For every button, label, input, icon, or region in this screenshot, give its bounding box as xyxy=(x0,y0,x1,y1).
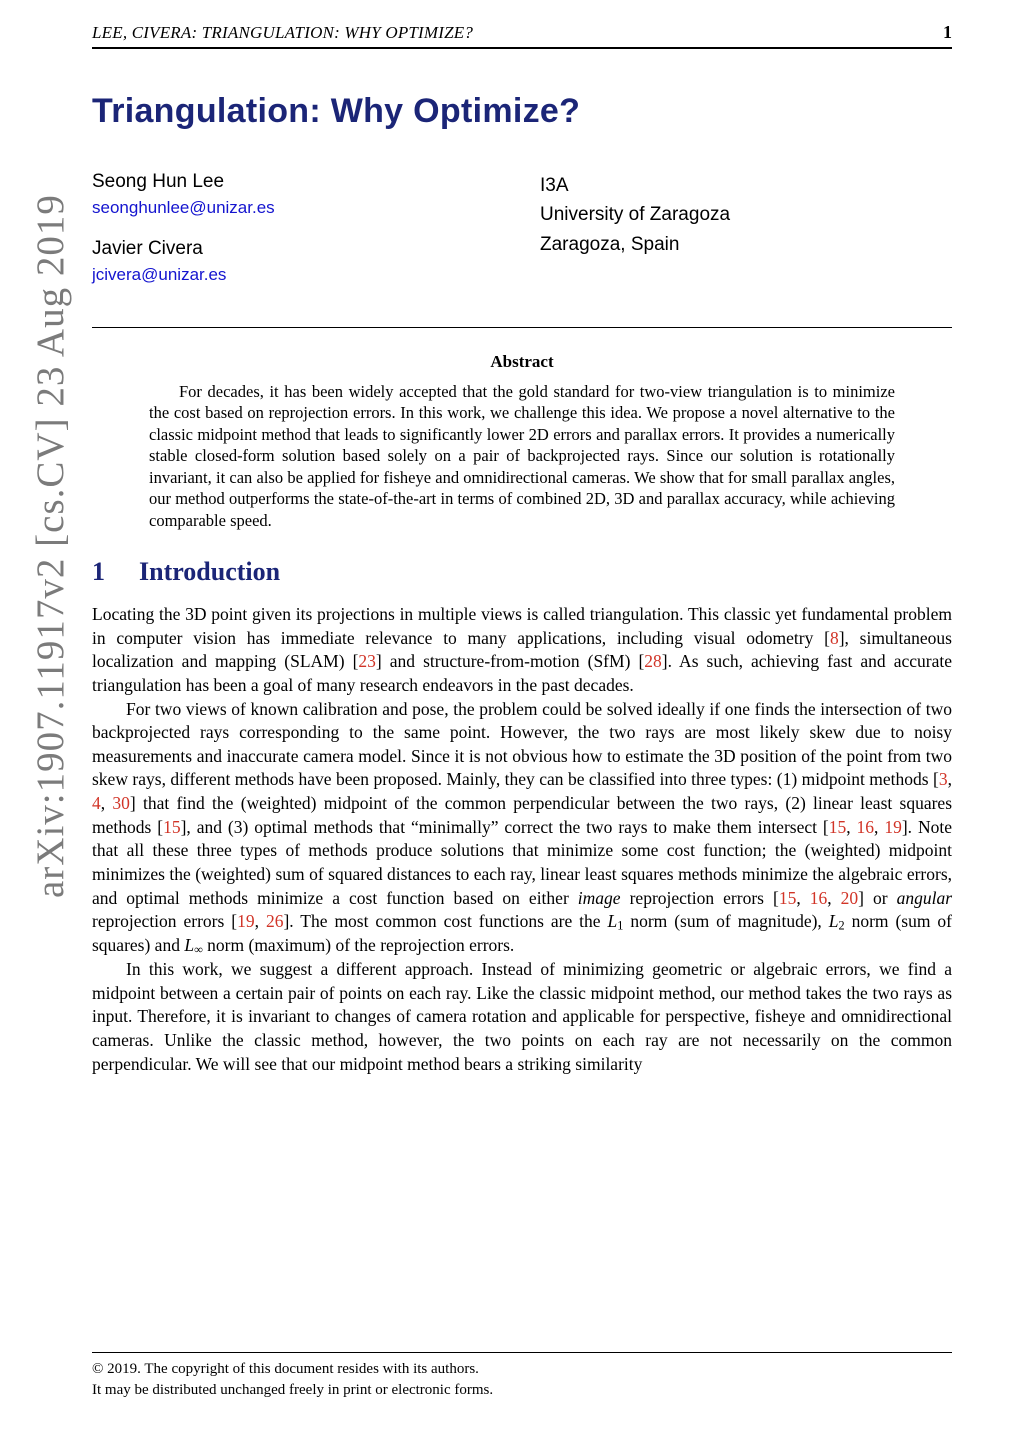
text-segment: ]. As such, achieving fast and accurate triangulation has been a goal of many research endeavors in the past decades. xyxy=(92,651,953,695)
text-segment: , xyxy=(796,887,810,908)
copyright-footnote xyxy=(92,1352,952,1401)
author-email-link[interactable]: seonghunlee@unizar.es xyxy=(92,198,275,217)
abstract-section xyxy=(92,352,952,531)
text-segment: L xyxy=(184,935,195,956)
text-segment: , xyxy=(100,793,113,814)
author-2 xyxy=(92,238,540,285)
author-name: Javier Civera xyxy=(92,238,203,259)
text-segment: angular xyxy=(896,887,953,908)
text-segment: ] that find the (weighted) midpoint of the common perpendicular between the two rays, (2) linear least squares methods [ xyxy=(92,793,953,837)
text-segment: In this work, we suggest a different approach. Instead of minimizing geometric or algebraic errors, we find a midpoint between a certain pair of points on each ray. Like the classic midpoint method, our method takes the two rays as input. Therefore, it is invariant to changes of camera rotation and applicable for perspective, fisheye and omnidirectional cameras. Unlike the classic method, however, the two points on each ray are not necessarily on the common perpendicular. We will see that our midpoint method bears a striking similarity xyxy=(92,959,952,1074)
text-segment: L xyxy=(828,911,839,932)
abstract-text: For decades, it has been widely accepted that the gold standard for two-view triangulation is to minimize the cost based on reprojection errors. In this work, we challenge this idea. We propose a novel alternative to the classic midpoint method that leads to significantly lower 2D errors and parallax errors. It provides a numerically stable closed-form solution based solely on a pair of backprojected rays. Since our solution is rotationally invariant, it can also be applied for fisheye and omnidirectional cameras. We show that for small parallax angles, our method outperforms the state-of-the-art in terms of combined 2D, 3D and parallax accuracy, while achieving comparable speed. xyxy=(149,382,895,530)
text-segment: Locating the 3D point given its projections in multiple views is called triangulation. This classic yet fundamental problem in computer vision has immediate relevance to many applications, including visual odometry [ xyxy=(92,604,952,648)
paper-title: Triangulation: Why Optimize? xyxy=(92,92,581,130)
text-segment: norm (maximum) of the reprojection errors. xyxy=(202,935,515,956)
text-segment: , xyxy=(947,769,952,790)
citation-ref[interactable]: 4 xyxy=(92,793,101,814)
citation-ref[interactable]: 26 xyxy=(265,911,284,932)
citation-ref[interactable]: 28 xyxy=(644,651,662,672)
section-number: 1 xyxy=(92,557,105,587)
text-segment: reprojection errors [ xyxy=(92,911,238,932)
affiliation-line: University of Zaragoza xyxy=(540,204,731,226)
author-email-link[interactable]: jcivera@unizar.es xyxy=(92,265,227,284)
text-segment: ], simultaneous localization and mapping (SLAM) [ xyxy=(92,627,952,672)
citation-ref[interactable]: 15 xyxy=(778,887,797,908)
paragraph-2 xyxy=(92,698,952,959)
text-segment: , xyxy=(874,816,885,837)
paragraph-1 xyxy=(92,603,952,698)
text-segment: ] or xyxy=(858,887,897,908)
citation-ref[interactable]: 30 xyxy=(112,793,130,814)
citation-ref[interactable]: 16 xyxy=(809,887,828,908)
citation-ref[interactable]: 16 xyxy=(856,816,875,837)
footnote-line: It may be distributed unchanged freely in print or electronic forms. xyxy=(92,1382,494,1398)
footnote-rule xyxy=(92,1352,952,1353)
text-segment: 2 xyxy=(838,918,845,933)
text-segment: , xyxy=(846,816,857,837)
footnote-line: © 2019. The copyright of this document resides with its authors. xyxy=(92,1361,479,1377)
citation-ref[interactable]: 19 xyxy=(884,816,902,837)
arxiv-watermark: arXiv:1907.11917v2 [cs.CV] 23 Aug 2019 xyxy=(29,194,72,898)
author-block xyxy=(92,171,952,285)
section-title: Introduction xyxy=(139,557,281,587)
text-segment: ]. The most common cost functions are the xyxy=(283,911,608,932)
page-number: 1 xyxy=(943,22,952,42)
citation-ref[interactable]: 19 xyxy=(237,911,255,932)
text-segment: image xyxy=(577,887,621,908)
text-segment: ], and (3) optimal methods that “minimally” correct the two rays to make them intersect [ xyxy=(180,816,829,837)
citation-ref[interactable]: 15 xyxy=(828,816,847,837)
text-segment: , xyxy=(254,911,266,932)
text-segment: , xyxy=(827,887,841,908)
text-segment: ]. Note that all these three types of methods produce solutions that minimize some cost function; the (weighted) midpoint minimizes the (weighted) sum of squared distances to each ray, linear least squares methods minimize the algebraic errors, and optimal methods minimize a cost function based on either xyxy=(92,816,953,908)
abstract-heading: Abstract xyxy=(490,352,554,371)
citation-ref[interactable]: 15 xyxy=(163,816,181,837)
text-segment: 1 xyxy=(617,918,624,933)
authors-column xyxy=(92,171,540,285)
citation-ref[interactable]: 3 xyxy=(938,769,948,790)
citation-ref[interactable]: 20 xyxy=(840,887,859,908)
running-head-title: LEE, CIVERA: TRIANGULATION: WHY OPTIMIZE? xyxy=(92,23,474,42)
paper-content xyxy=(92,0,952,1076)
titleblock-rule xyxy=(92,327,952,328)
text-segment: ] and structure-from-motion (SfM) [ xyxy=(375,651,645,672)
text-segment: reprojection errors [ xyxy=(620,887,779,908)
affiliation-line: Zaragoza, Spain xyxy=(540,233,680,255)
affiliation-block xyxy=(540,171,730,285)
affiliation-line: I3A xyxy=(540,175,569,196)
paragraph-3 xyxy=(92,958,952,1076)
citation-ref[interactable]: 23 xyxy=(358,651,376,672)
text-segment: ∞ xyxy=(194,942,203,957)
author-name: Seong Hun Lee xyxy=(92,171,225,192)
text-segment: L xyxy=(607,911,618,932)
text-segment: norm (sum of squares) and xyxy=(92,911,952,956)
section-heading xyxy=(92,557,952,587)
author-1 xyxy=(92,171,540,218)
text-segment: norm (sum of magnitude), xyxy=(623,911,829,932)
text-segment: For two views of known calibration and pose, the problem could be solved ideally if one finds the intersection of two backprojected rays corresponding to the same point. However, the two rays are most likely skew due to noisy measurements and inaccurate camera model. Since it is not obvious how to estimate the 3D position of the point from two skew rays, different methods have been proposed. Mainly, they can be classified into three types: (1) midpoint methods [ xyxy=(92,698,952,790)
citation-ref[interactable]: 8 xyxy=(829,627,839,648)
